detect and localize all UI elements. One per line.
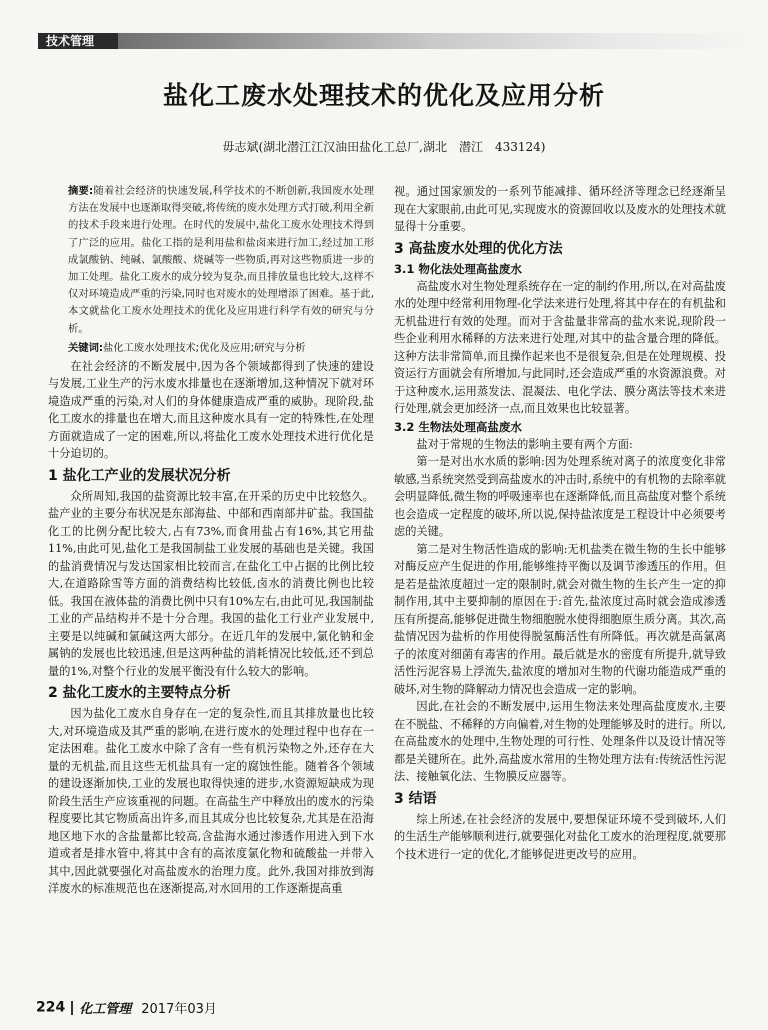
conclusion-heading: 3 结语 — [394, 790, 437, 807]
footer-divider — [71, 1001, 73, 1015]
section-3-1-paragraph: 高盐废水对生物处理系统存在一定的制约作用,所以,在对高盐废水的处理中经常利用物理-化学法来进行处理,将其中存在的有机盐和无机盐进行有效的处理。而对于含盐量非常高的盐水来说,现阶段一些企业利用水稀释的方法来进行处理,对其中的盐含量合理的降低。这种方法非常简单,而且操作起来也不是很复杂,但是在处理规模、投资运行方面就会有所增加,与此同时,还会造成严重的水资源浪费。对于这种废水,运用蒸发法、混凝法、电化学法、膜分离法等技术来进行处理,就会更加经济一点,而且效果也比较显著。 — [394, 279, 726, 415]
page-number: 224 — [36, 999, 66, 1016]
section-tag: 技术管理 — [38, 33, 118, 49]
section-header-bar — [38, 33, 758, 49]
author-line: 毋志斌(湖北潜江江汉油田盐化工总厂,湖北 潜江 433124) — [222, 140, 546, 154]
abstract-text: 随着社会经济的快速发展,科学技术的不断创新,我国废水处理方法在发展中也逐渐取得突破,将传统的废水处理方式打破,利用全新的技术手段来进行处理。在时代的发展中,盐化工废水处理技术得到了广泛的应用。盐化工指的是利用盐和盐卤来进行加工,经过加工形成氯酸钠、纯碱、氯酸酸、烧碱等一些物质,再对这些物质进一步的加工处理。盐化工废水的成分较为复杂,而且排放量也比较大,这样不仅对环境造成严重的污染,同时也对废水的处理增添了困难。基于此,本文就盐化工废水处理技术的优化及应用进行科学有效的研究与分析。 — [68, 185, 374, 335]
section-3-2-paragraph-1: 第一是对出水水质的影响:因为处理系统对离子的浓度变化非常敏感,当系统突然受到高盐废水的冲击时,系统中的有机物的去除率就会明显降低,微生物的呼吸速率也在逐渐降低,而且高盐度对整个系统也会造成一定程度的破坏,所以说,保持盐浓度是工程设计中必须要考虑的关键。 — [394, 455, 726, 538]
section-3-2-paragraph-2: 第二是对生物活性造成的影响:无机盐类在微生物的生长中能够对酶反应产生促进的作用,能够维持平衡以及调节渗透压的作用。但是若是盐浓度超过一定的限制时,就会对微生物的生长产生一定的抑制作用,其中主要抑制的原因在于:首先,盐浓度过高时就会造成渗透压有所提高,能够促进微生物细胞脱水使得细胞原生质分离。其次,高盐情况因为盐析的作用使得脱氢酶活性有所降低。再次就是高氯离子的浓度对细菌有毒害的作用。最后就是水的密度有所提升,就导致活性污泥容易上浮流失,盐浓度的增加对生物的代谢功能造成严重的破坏,对生物的降解动力情况也会造成一定的影响。 — [394, 542, 726, 696]
issue-date: 2017年03月 — [141, 1002, 217, 1017]
keywords-text: 盐化工废水处理技术;优化及应用;研究与分析 — [103, 341, 306, 354]
abstract-label: 摘要: — [68, 185, 94, 197]
intro-paragraph: 在社会经济的不断发展中,因为各个领域都得到了快速的建设与发展,工业生产的污水废水排量也在逐渐增加,这种情况下就对环境造成严重的污染,对人们的身体健康造成严重的威胁。现阶段,盐化工废水的排量也在增大,而且这种废水具有一定的特殊性,在处理方面就造成了一定的困难,所以,将盐化工废水处理技术进行优化是十分迫切的。 — [48, 359, 374, 461]
section-3-2-intro: 盐对于常规的生物法的影响主要有两个方面: — [416, 437, 633, 451]
left-column — [48, 183, 374, 898]
continued-paragraph: 视。通过国家颁发的一系列节能减排、循环经济等理念已经逐渐呈现在大家眼前,由此可见,实现废水的资源回收以及废水的处理技术就显得十分重要。 — [394, 185, 726, 233]
journal-name: 化工管理 — [79, 1002, 132, 1017]
keywords — [48, 340, 374, 357]
section-3-2-paragraph-3: 因此,在社会的不断发展中,运用生物法来处理高盐度废水,主要在不脱盐、不稀释的方向偏着,对生物的处理能够及时的进行。所以,在高盐废水的处理中,生物处理的可行性、处理条件以及设计情况等都是关键所在。此外,高盐废水常用的生物处理方法有:传统活性污泥法、接触氧化法、生物膜反应器等。 — [394, 700, 726, 783]
keywords-label: 关键词: — [68, 341, 104, 354]
section-1-paragraph: 众所周知,我国的盐资源比较丰富,在开采的历史中比较悠久。盐产业的主要分布状况是东部海盐、中部和西南部井矿盐。我国盐化工的比例分配比较大,占有73%,而食用盐占有16%,其它用盐11%,由此可见,盐化工是我国制盐工业发展的基础也是关键。我国的盐消费情况与发达国家相比较而言,在盐化工中占据的比例比较大,在道路除雪等方面的消费结构比较低,卤水的消费比例也比较低。我国在液体盐的消费比例中只有10%左右,由此可见,我国制盐工业的产品结构并不是十分合理。我国的盐化工行业产业发展中,主要是以纯碱和氯碱这两大部分。在近几年的发展中,氯化钠和金属钠的发展也比较迅速,但是这两种盐的消耗情况比较低,还不到总量的1%,对整个行业的发展平衡没有什么较大的影响。 — [48, 489, 374, 678]
article-title: 盐化工废水处理技术的优化及应用分析 — [162, 81, 605, 110]
conclusion-paragraph: 综上所述,在社会经济的发展中,要想保证环境不受到破坏,人们的生活生产能够顺利进行,就要强化对盐化工废水的治理程度,就要那个技术进行一定的优化,才能够促进更改号的应用。 — [394, 812, 726, 861]
section-2-paragraph: 因为盐化工废水自身存在一定的复杂性,而且其排放量也比较大,对环境造成及其严重的影响,在进行废水的处理过程中也存在一定法困难。盐化工废水中除了含有一些有机污染物之外,还存在大量的无机盐,而且这些无机盐具有一定的腐蚀性能。随着各个领域的建设逐渐加快,工业的发展也取得快速的进步,水资源短缺成为现阶段生活生产应该重视的问题。在高盐生产中释放出的废水的污染程度要比其它物质高出许多,而且其成分也比较复杂,尤其是在沿海地区地下水的含盐量都比较高,含盐海水通过渗透作用进入到下水道或者是排水管中,将其中含有的高浓度氯化物和硫酸盐一并带入其中,因此就要强化对高盐废水的治理力度。此外,我国对排放到海洋废水的标准规范也在逐渐提高,对水回用的工作逐渐提高重 — [48, 707, 374, 896]
page-footer — [36, 998, 217, 1017]
right-column — [394, 183, 726, 863]
section-1-heading: 1 盐化工产业的发展状况分析 — [48, 467, 231, 484]
section-2-heading: 2 盐化工废水的主要特点分析 — [48, 685, 231, 702]
section-3-1-heading: 3.1 物化法处理高盐废水 — [394, 261, 522, 276]
section-3-heading: 3 高盐废水处理的优化方法 — [394, 240, 563, 257]
abstract — [50, 183, 374, 338]
section-3-2-heading: 3.2 生物法处理高盐废水 — [394, 419, 522, 434]
